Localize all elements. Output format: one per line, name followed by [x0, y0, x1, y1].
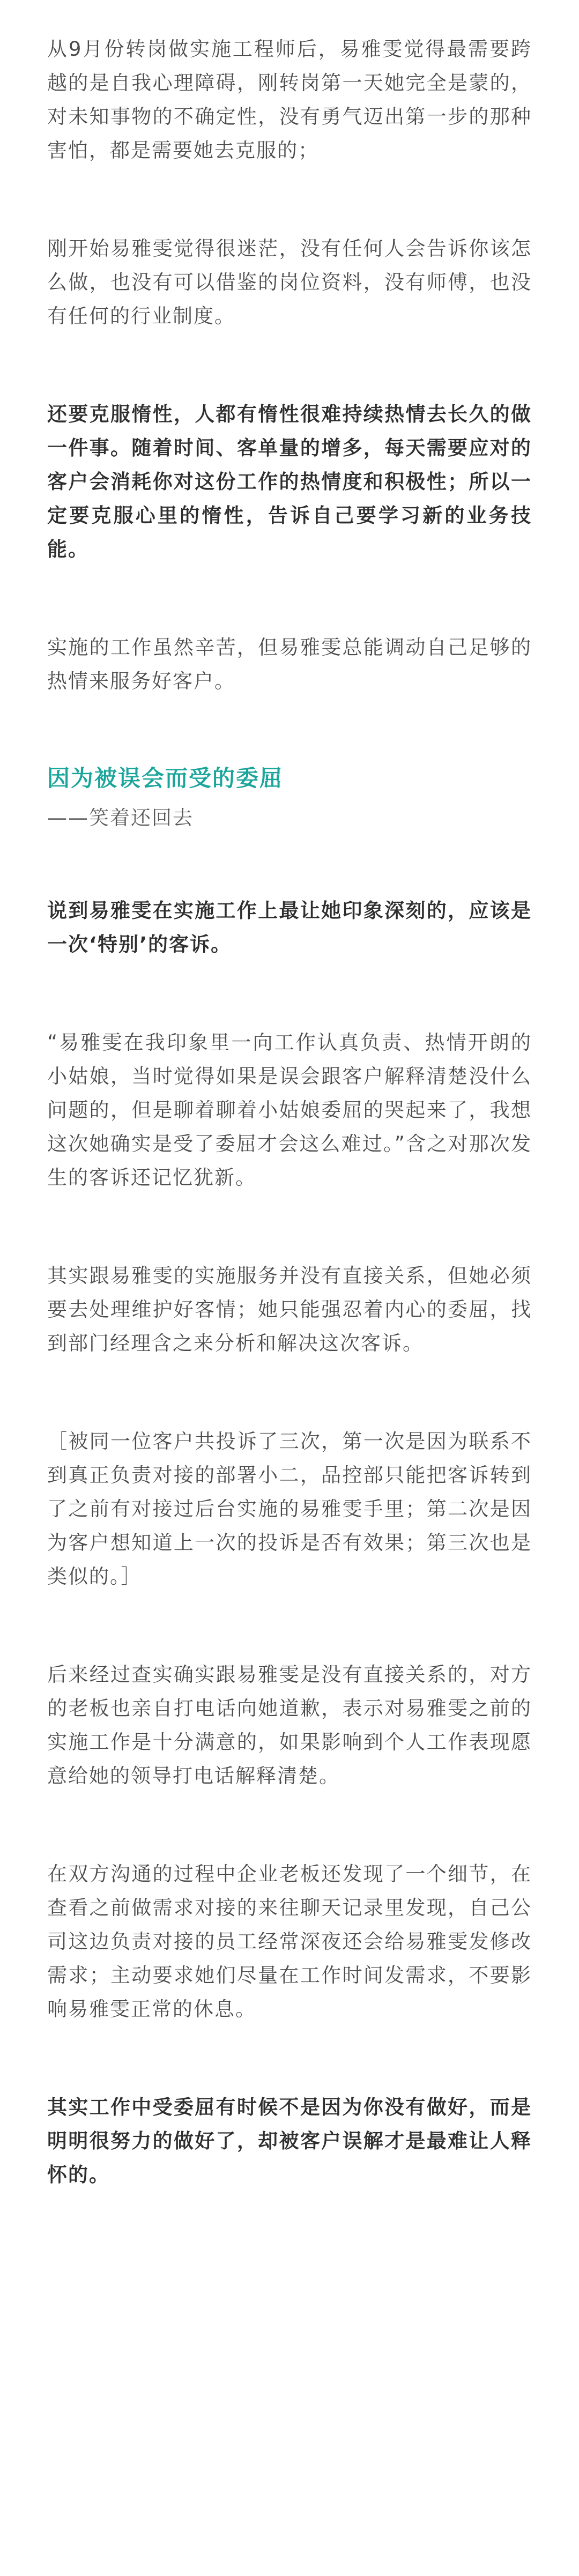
paragraph-overcome-inertia: 还要克服惰性，人都有惰性很难持续热情去长久的做一件事。随着时间、客单量的增多，每天需要应对的客户会消耗你对这份工作的热情度和积极性；所以一定要克服心里的惰性，告诉自己要学习新的业务技能。: [47, 403, 532, 561]
section-subtitle: ——笑着还回去: [47, 806, 194, 829]
paragraph-three-complaints: ［被同一位客户共投诉了三次，第一次是因为联系不到真正负责对接的部署小二，品控部只能把客诉转到了之前有对接过后台实施的易雅雯手里；第二次是因为客户想知道上一次的投诉是否有效果；第三次也是类似的。］: [47, 1430, 532, 1588]
paragraph-transfer: 从9月份转岗做实施工程师后，易雅雯觉得最需要跨越的是自我心理障碍，刚转岗第一天她完全是蒙的，对未知事物的不确定性，没有勇气迈出第一步的那种害怕，都是需要她去克服的；: [47, 38, 532, 162]
paragraph-special-complaint: 说到易雅雯在实施工作上最让她印象深刻的，应该是一次‘特别’的客诉。: [47, 899, 532, 956]
paragraph-apology: 后来经过查实确实跟易雅雯是没有直接关系的，对方的老板也亲自打电话向她道歉，表示对易雅雯之前的实施工作是十分满意的，如果影响到个人工作表现愿意给她的领导打电话解释清楚。: [47, 1663, 532, 1787]
paragraph-confusion: 刚开始易雅雯觉得很迷茫，没有任何人会告诉你该怎么做，也没有可以借鉴的岗位资料，没有师傅，也没有任何的行业制度。: [47, 237, 532, 328]
paragraph-conclusion: 其实工作中受委屈有时候不是因为你没有做好，而是明明很努力的做好了，却被客户误解才是最难让人释怀的。: [47, 2096, 532, 2186]
section-title: 因为被误会而受的委屈: [47, 765, 284, 791]
paragraph-manager-quote: “易雅雯在我印象里一向工作认真负责、热情开朗的小姑娘，当时觉得如果是误会跟客户解释清楚没什么问题的，但是聊着聊着小姑娘委屈的哭起来了，我想这次她确实是受了委屈才会这么难过。”含之对那次发生的客诉还记忆犹新。: [47, 1031, 532, 1189]
paragraph-enthusiasm: 实施的工作虽然辛苦，但易雅雯总能调动自己足够的热情来服务好客户。: [47, 636, 532, 693]
paragraph-detail: 在双方沟通的过程中企业老板还发现了一个细节，在查看之前做需求对接的来往聊天记录里发现，自己公司这边负责对接的员工经常深夜还会给易雅雯发修改需求；主动要求她们尽量在工作时间发需求，不要影响易雅雯正常的休息。: [47, 1862, 532, 2021]
paragraph-handle-complaint: 其实跟易雅雯的实施服务并没有直接关系，但她必须要去处理维护好客情；她只能强忍着内心的委屈，找到部门经理含之来分析和解决这次客诉。: [47, 1264, 532, 1355]
